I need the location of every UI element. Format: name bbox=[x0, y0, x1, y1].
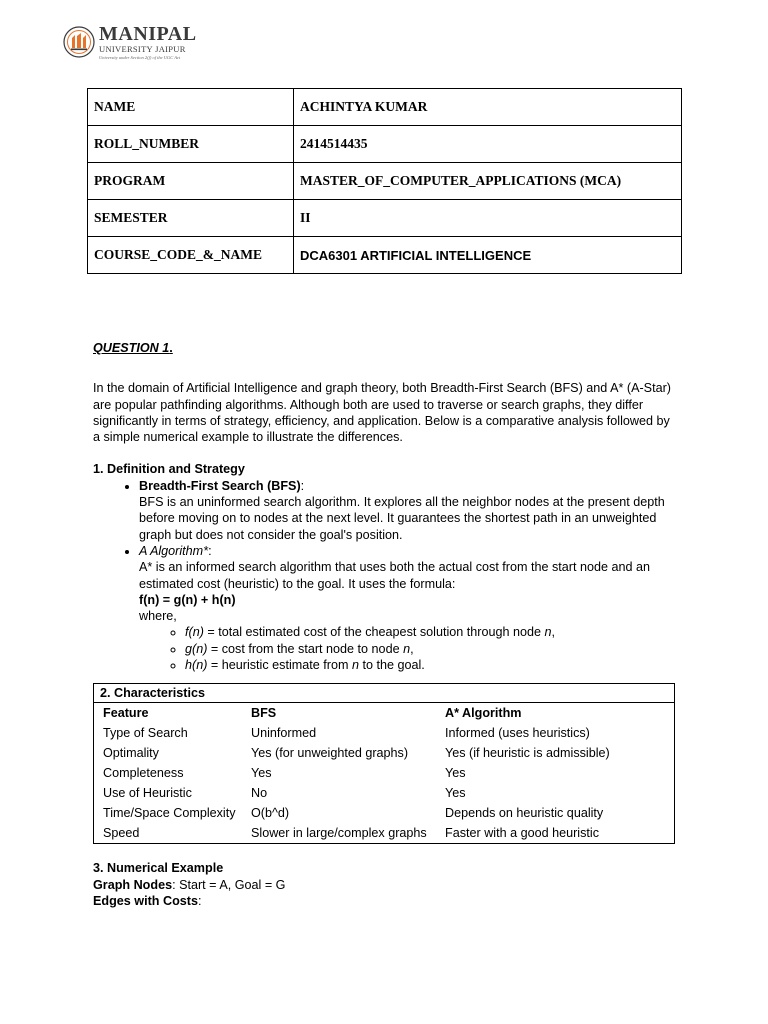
info-key: NAME bbox=[88, 89, 294, 126]
table-cell: No bbox=[251, 786, 268, 801]
table-cell: Yes (for unweighted graphs) bbox=[251, 746, 409, 761]
info-value: MASTER_OF_COMPUTER_APPLICATIONS (MCA) bbox=[294, 163, 682, 200]
term-symbol: h(n) bbox=[185, 658, 208, 673]
astar-colon: : bbox=[208, 543, 212, 558]
formula-terms-list bbox=[139, 624, 678, 673]
table-cell: Yes (if heuristic is admissible) bbox=[445, 746, 610, 761]
numerical-example bbox=[93, 860, 678, 909]
list-item-astar bbox=[139, 543, 678, 673]
edges-label: Edges with Costs bbox=[93, 893, 198, 908]
edges-value: : bbox=[197, 893, 202, 908]
astar-title: A Algorithm* bbox=[139, 543, 209, 558]
info-row-program bbox=[88, 163, 682, 200]
table-header-row bbox=[98, 703, 612, 723]
bfs-colon: : bbox=[300, 478, 305, 493]
info-value: II bbox=[294, 200, 682, 237]
info-row-name bbox=[88, 89, 682, 126]
table-cell: Slower in large/complex graphs bbox=[251, 826, 427, 841]
info-value: DCA6301 ARTIFICIAL INTELLIGENCE bbox=[294, 237, 682, 274]
characteristics-box bbox=[93, 683, 675, 844]
table-row bbox=[98, 783, 612, 803]
term-definition: = heuristic estimate from bbox=[207, 658, 352, 673]
table-row bbox=[98, 823, 612, 843]
term-variable: n bbox=[351, 658, 359, 673]
table-row bbox=[98, 763, 612, 783]
section-heading-characteristics: 2. Characteristics bbox=[94, 684, 674, 703]
info-value: ACHINTYA KUMAR bbox=[294, 89, 682, 126]
term-suffix: , bbox=[410, 641, 414, 656]
table-cell: Yes bbox=[445, 786, 466, 801]
table-cell: Faster with a good heuristic bbox=[445, 826, 599, 841]
section-heading-example: 3. Numerical Example bbox=[93, 861, 224, 876]
info-key: PROGRAM bbox=[88, 163, 294, 200]
info-key: ROLL_NUMBER bbox=[88, 126, 294, 163]
term-symbol: g(n) bbox=[185, 641, 208, 656]
table-cell: Yes bbox=[445, 766, 466, 781]
characteristics-table bbox=[98, 703, 612, 843]
table-cell: Completeness bbox=[103, 766, 184, 781]
graph-nodes-value: : Start = A, Goal = G bbox=[172, 877, 286, 892]
term-definition: = cost from the start node to node bbox=[207, 641, 404, 656]
term-symbol: f(n) bbox=[185, 625, 204, 640]
term-variable: n bbox=[403, 641, 411, 656]
question-title bbox=[93, 340, 678, 356]
term-definition: = total estimated cost of the cheapest solution through node bbox=[203, 625, 545, 640]
table-cell: O(b^d) bbox=[251, 806, 290, 821]
table-cell: Use of Heuristic bbox=[103, 786, 192, 801]
table-row bbox=[98, 743, 612, 763]
astar-formula: f(n) = g(n) + h(n) bbox=[139, 592, 236, 607]
logo-tagline: University under Section 2(f) of the UGC Act bbox=[99, 54, 181, 60]
student-info-table bbox=[87, 88, 682, 274]
table-cell: Type of Search bbox=[103, 726, 188, 741]
question-title-suffix: . bbox=[169, 341, 173, 355]
term-item bbox=[185, 657, 678, 673]
term-variable: n bbox=[544, 625, 552, 640]
table-cell: Speed bbox=[103, 826, 140, 841]
term-item bbox=[185, 624, 678, 640]
info-key: COURSE_CODE_&_NAME bbox=[88, 237, 294, 274]
info-key: SEMESTER bbox=[88, 200, 294, 237]
logo-subtitle: UNIVERSITY JAIPUR bbox=[99, 44, 186, 54]
column-header: A* Algorithm bbox=[445, 706, 522, 721]
graph-nodes-label: Graph Nodes bbox=[93, 877, 173, 892]
info-row-roll-number bbox=[88, 126, 682, 163]
university-seal-icon bbox=[62, 25, 96, 59]
table-row bbox=[98, 723, 612, 743]
definition-list bbox=[93, 478, 678, 674]
where-text: where, bbox=[139, 609, 177, 624]
university-logo bbox=[62, 24, 197, 60]
bfs-title: Breadth-First Search (BFS) bbox=[139, 478, 301, 493]
term-item bbox=[185, 641, 678, 657]
term-suffix: , bbox=[551, 625, 556, 640]
graph-nodes-line bbox=[93, 877, 678, 893]
info-row-course bbox=[88, 237, 682, 274]
astar-description: A* is an informed search algorithm that uses both the actual cost from the start node and an estimated cost (heuristic) to the goal. It uses the formula: bbox=[139, 560, 651, 591]
info-row-semester bbox=[88, 200, 682, 237]
question-title-text: QUESTION 1 bbox=[93, 341, 170, 355]
table-cell: Uninformed bbox=[251, 726, 317, 741]
table-cell: Depends on heuristic quality bbox=[445, 806, 604, 821]
answer-content bbox=[93, 340, 678, 909]
table-cell: Optimality bbox=[103, 746, 159, 761]
column-header: Feature bbox=[103, 706, 149, 721]
logo-name: MANIPAL bbox=[99, 23, 197, 45]
term-suffix: to the goal. bbox=[358, 658, 425, 673]
list-item-bfs bbox=[139, 478, 678, 543]
intro-paragraph: In the domain of Artificial Intelligence and graph theory, both Breadth-First Search (BFS) and A* (A-Star) are popular pathfinding algorithms. Although both are used to traverse or search graphs, they differ significantly in terms of strategy, efficiency, and application. Below is a comparative analysis followed by a simple numerical example to illustrate the differences. bbox=[93, 381, 671, 445]
section-heading-definition: 1. Definition and Strategy bbox=[93, 462, 245, 477]
edges-line bbox=[93, 893, 678, 909]
bfs-description: BFS is an uninformed search algorithm. It explores all the neighbor nodes at the present depth before moving on to nodes at the next level. It guarantees the shortest path in an unweighted graph but does not consider the goal's position. bbox=[139, 495, 665, 542]
table-row bbox=[98, 803, 612, 823]
table-cell: Yes bbox=[251, 766, 272, 781]
table-cell: Informed (uses heuristics) bbox=[445, 726, 590, 741]
table-cell: Time/Space Complexity bbox=[103, 806, 236, 821]
info-value: 2414514435 bbox=[294, 126, 682, 163]
column-header: BFS bbox=[251, 706, 277, 721]
